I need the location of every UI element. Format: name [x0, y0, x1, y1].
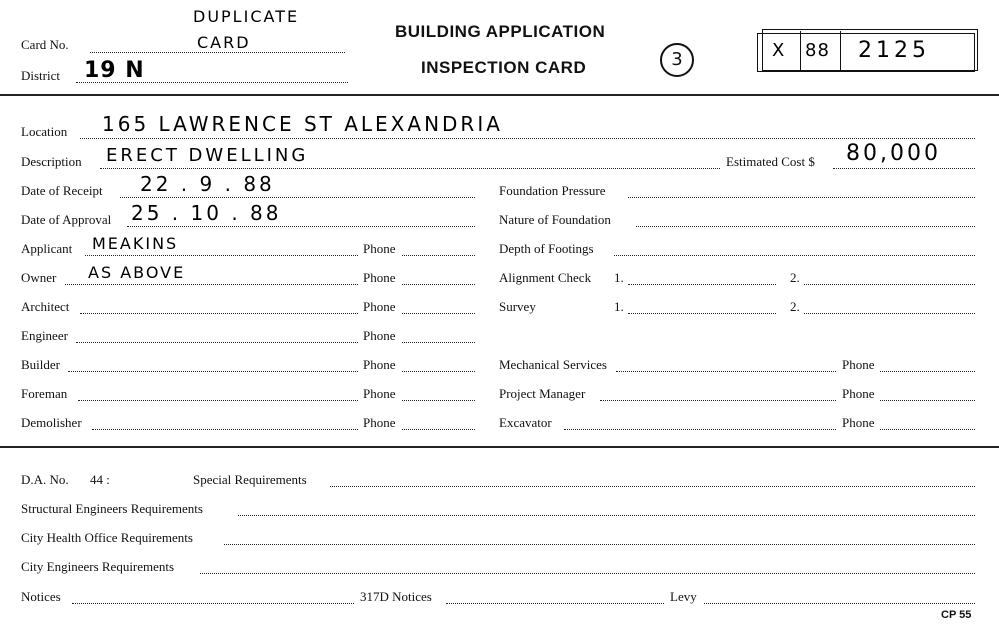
- notices-317d-line: [446, 603, 664, 604]
- date-receipt-value: 22 . 9 . 88: [140, 172, 275, 196]
- description-line: [100, 168, 720, 169]
- foreman-phone-label: Phone: [363, 386, 396, 401]
- owner-phone-label: Phone: [363, 270, 396, 285]
- date-approval-line: [127, 226, 475, 227]
- levy-label: Levy: [670, 589, 697, 604]
- owner-label: Owner: [21, 270, 57, 285]
- alignment-two-label: 2.: [790, 270, 800, 285]
- foreman-label: Foreman: [21, 386, 68, 401]
- foundation-pressure-label: Foundation Pressure: [499, 183, 606, 198]
- demolisher-phone-line: [402, 429, 475, 430]
- ref-prefix: X: [772, 40, 788, 61]
- estimated-cost-value: 80,000: [846, 141, 941, 166]
- excavator-phone-label: Phone: [842, 415, 875, 430]
- excavator-line: [564, 429, 836, 430]
- architect-label: Architect: [21, 299, 70, 314]
- mechanical-line: [616, 371, 836, 372]
- card-no-label: Card No.: [21, 37, 69, 52]
- district-value: 19 N: [84, 58, 145, 83]
- location-label: Location: [21, 124, 68, 139]
- project-manager-phone-label: Phone: [842, 386, 875, 401]
- engineer-line: [76, 342, 358, 343]
- header-rule: [0, 94, 999, 96]
- city-engineers-line: [200, 573, 975, 574]
- mechanical-label: Mechanical Services: [499, 357, 607, 372]
- foreman-phone-line: [402, 400, 475, 401]
- levy-line: [704, 603, 975, 604]
- survey-label: Survey: [499, 299, 536, 314]
- da-no-label: D.A. No.: [21, 472, 69, 487]
- owner-phone-line: [402, 284, 475, 285]
- engineer-label: Engineer: [21, 328, 68, 343]
- card-no-line: [90, 52, 345, 53]
- architect-phone-line: [402, 313, 475, 314]
- applicant-label: Applicant: [21, 241, 73, 256]
- da-no-value: 44 :: [90, 472, 110, 487]
- alignment-check-label: Alignment Check: [499, 270, 592, 285]
- applicant-phone-line: [402, 255, 475, 256]
- applicant-line: [85, 255, 358, 256]
- middle-rule: [0, 446, 999, 448]
- alignment-two-line: [804, 284, 975, 285]
- foreman-line: [78, 400, 358, 401]
- architect-line: [80, 313, 358, 314]
- description-label: Description: [21, 154, 82, 169]
- structural-line: [238, 515, 975, 516]
- architect-phone-label: Phone: [363, 299, 396, 314]
- mechanical-phone-line: [880, 371, 975, 372]
- special-requirements-label: Special Requirements: [193, 472, 307, 487]
- title-line2: INSPECTION CARD: [421, 58, 587, 77]
- survey-two-label: 2.: [790, 299, 800, 314]
- depth-footings-line: [614, 255, 975, 256]
- date-approval-value: 25 . 10 . 88: [131, 201, 282, 225]
- foundation-pressure-line: [628, 197, 975, 198]
- engineer-phone-label: Phone: [363, 328, 396, 343]
- applicant-value: MEAKINS: [92, 234, 179, 253]
- estimated-cost-line: [833, 168, 975, 169]
- nature-foundation-label: Nature of Foundation: [499, 212, 611, 227]
- mechanical-phone-label: Phone: [842, 357, 875, 372]
- card-no-value-line2: CARD: [197, 33, 251, 52]
- notices-label: Notices: [21, 589, 61, 604]
- survey-one-label: 1.: [614, 299, 624, 314]
- applicant-phone-label: Phone: [363, 241, 396, 256]
- engineer-phone-line: [402, 342, 475, 343]
- date-approval-label: Date of Approval: [21, 212, 112, 227]
- date-receipt-line: [120, 197, 475, 198]
- excavator-phone-line: [880, 429, 975, 430]
- builder-phone-label: Phone: [363, 357, 396, 372]
- project-manager-label: Project Manager: [499, 386, 586, 401]
- ref-number: 2125: [858, 38, 930, 63]
- alignment-one-line: [628, 284, 776, 285]
- owner-line: [65, 284, 358, 285]
- special-requirements-line: [330, 486, 975, 487]
- demolisher-label: Demolisher: [21, 415, 82, 430]
- depth-footings-label: Depth of Footings: [499, 241, 594, 256]
- ref-box-divider2: [840, 31, 841, 71]
- alignment-one-label: 1.: [614, 270, 624, 285]
- district-label: District: [21, 68, 60, 83]
- location-value: 165 LAWRENCE ST ALEXANDRIA: [102, 112, 503, 136]
- circled-number: 3: [660, 43, 694, 77]
- nature-foundation-line: [636, 226, 975, 227]
- structural-label: Structural Engineers Requirements: [21, 501, 203, 516]
- health-line: [224, 544, 975, 545]
- survey-two-line: [804, 313, 975, 314]
- notices-317d-label: 317D Notices: [360, 589, 432, 604]
- demolisher-phone-label: Phone: [363, 415, 396, 430]
- owner-value: AS ABOVE: [88, 263, 186, 282]
- health-label: City Health Office Requirements: [21, 530, 193, 545]
- notices-line: [72, 603, 354, 604]
- date-receipt-label: Date of Receipt: [21, 183, 103, 198]
- builder-line: [68, 371, 358, 372]
- project-manager-line: [600, 400, 836, 401]
- builder-label: Builder: [21, 357, 60, 372]
- city-engineers-label: City Engineers Requirements: [21, 559, 175, 574]
- title-line1: BUILDING APPLICATION: [395, 22, 606, 41]
- project-manager-phone-line: [880, 400, 975, 401]
- ref-year: 88: [805, 40, 830, 61]
- description-value: ERECT DWELLING: [106, 145, 309, 166]
- estimated-cost-label: Estimated Cost $: [726, 154, 815, 169]
- card-no-value-line1: DUPLICATE: [193, 7, 300, 26]
- demolisher-line: [92, 429, 358, 430]
- builder-phone-line: [402, 371, 475, 372]
- survey-one-line: [628, 313, 776, 314]
- form-code: CP 55: [941, 609, 972, 621]
- excavator-label: Excavator: [499, 415, 552, 430]
- location-line: [80, 138, 975, 139]
- ref-box-divider1: [800, 31, 801, 71]
